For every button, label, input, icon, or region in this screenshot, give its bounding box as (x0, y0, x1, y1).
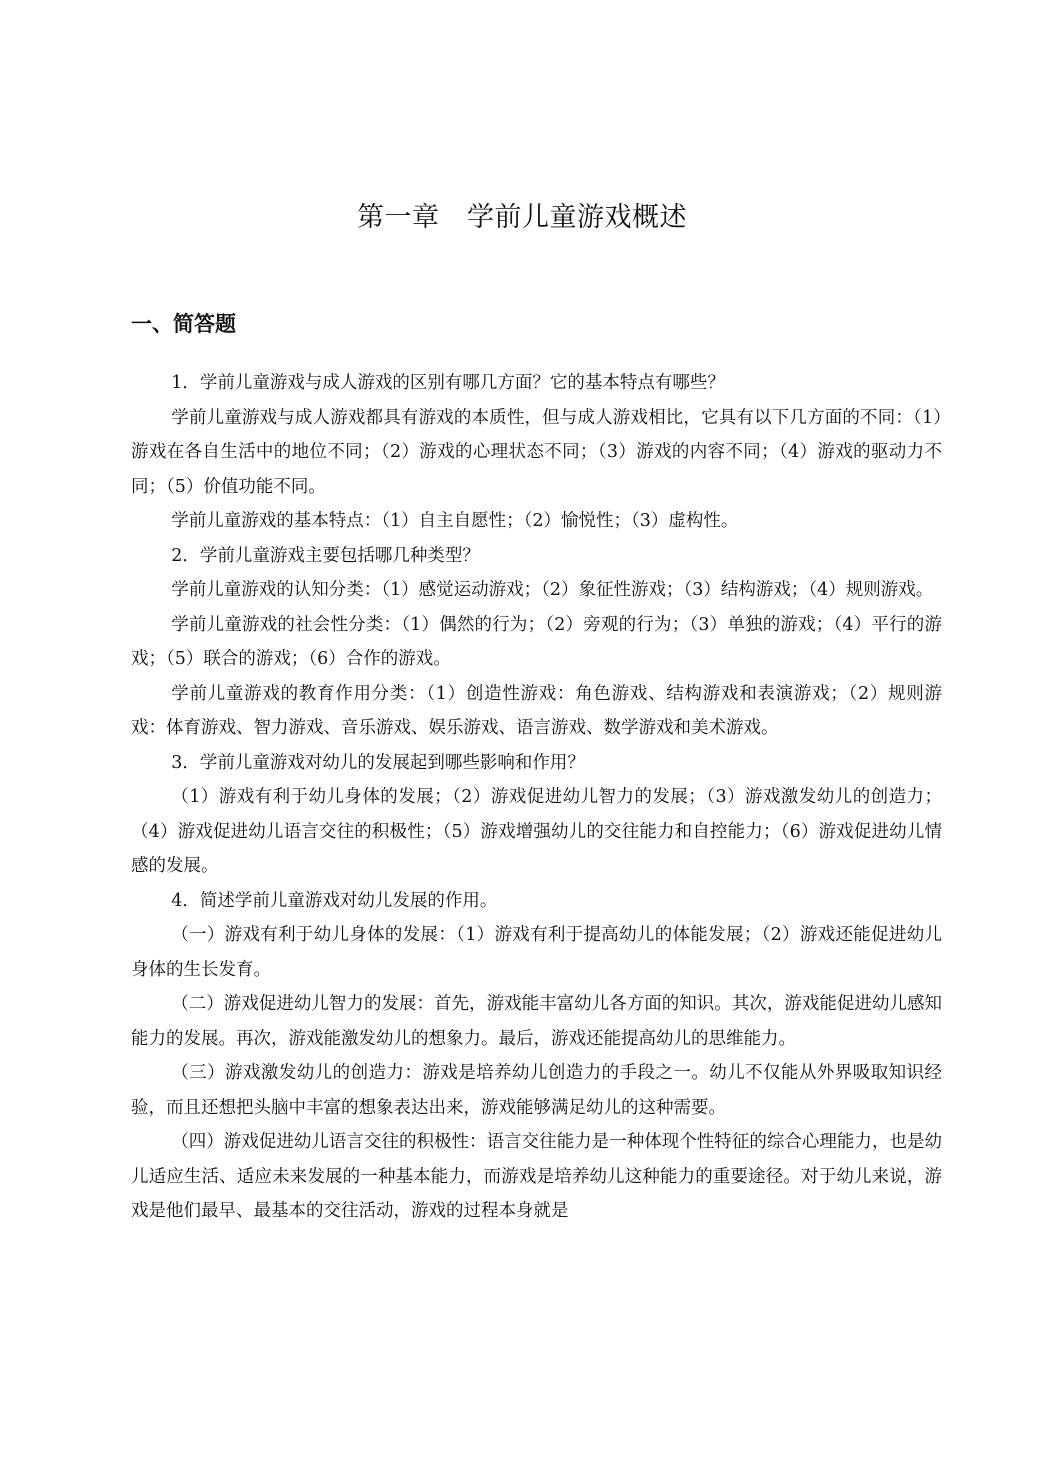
answer-paragraph: （二）游戏促进幼儿智力的发展：首先，游戏能丰富幼儿各方面的知识。其次，游戏能促进幼儿感知能力的发展。再次，游戏能激发幼儿的想象力。最后，游戏还能提高幼儿的思维能力。 (131, 994, 942, 1049)
answer-paragraph: （三）游戏激发幼儿的创造力：游戏是培养幼儿创造力的手段之一。幼儿不仅能从外界吸取知识经验，而且还想把头脑中丰富的想象表达出来，游戏能够满足幼儿的这种需要。 (131, 1063, 942, 1118)
answer-paragraph: 学前儿童游戏与成人游戏都具有游戏的本质性，但与成人游戏相比，它具有以下几方面的不同：（1）游戏在各自生活中的地位不同；（2）游戏的心理状态不同；（3）游戏的内容不同；（4）游戏的驱动力不同；（5）价值功能不同。 (131, 407, 942, 497)
chapter-title: 第一章 学前儿童游戏概述 (357, 202, 687, 233)
answer-paragraph: 学前儿童游戏的认知分类：（1）感觉运动游戏；（2）象征性游戏；（3）结构游戏；（4）规则游戏。 (171, 580, 934, 600)
answer-paragraph: 学前儿童游戏的基本特点：（1）自主自愿性；（2）愉悦性；（3）虚构性。 (171, 511, 739, 531)
answer-paragraph: （四）游戏促进幼儿语言交往的积极性：语言交往能力是一种体现个性特征的综合心理能力，也是幼儿适应生活、适应未来发展的一种基本能力，而游戏是培养幼儿这种能力的重要途径。对于幼儿来说，游戏是他们最早、最基本的交往活动，游戏的过程本身就是 (131, 1132, 942, 1221)
question-4: 4．简述学前儿童游戏对幼儿发展的作用。 (171, 890, 498, 911)
section-heading: 一、简答题 (131, 312, 236, 336)
body-text (131, 366, 942, 1229)
answer-paragraph: 学前儿童游戏的社会性分类：（1）偶然的行为；（2）旁观的行为；（3）单独的游戏；（4）平行的游戏；（5）联合的游戏；（6）合作的游戏。 (131, 614, 942, 669)
answer-paragraph: （1）游戏有利于幼儿身体的发展；（2）游戏促进幼儿智力的发展；（3）游戏激发幼儿的创造力；（4）游戏促进幼儿语言交往的积极性；（5）游戏增强幼儿的交往能力和自控能力；（6）游戏促进幼儿情感的发展。 (131, 787, 942, 876)
question-1: 1．学前儿童游戏与成人游戏的区别有哪几方面？它的基本特点有哪些？ (171, 373, 725, 393)
answer-paragraph: 学前儿童游戏的教育作用分类：（1）创造性游戏：角色游戏、结构游戏和表演游戏；（2）规则游戏：体育游戏、智力游戏、音乐游戏、娱乐游戏、语言游戏、数学游戏和美术游戏。 (131, 683, 942, 738)
question-3: 3．学前儿童游戏对幼儿的发展起到哪些影响和作用？ (171, 752, 585, 773)
question-2: 2．学前儿童游戏主要包括哪几种类型？ (171, 545, 480, 566)
answer-paragraph: （一）游戏有利于幼儿身体的发展：（1）游戏有利于提高幼儿的体能发展；（2）游戏还能促进幼儿身体的生长发育。 (131, 925, 942, 980)
